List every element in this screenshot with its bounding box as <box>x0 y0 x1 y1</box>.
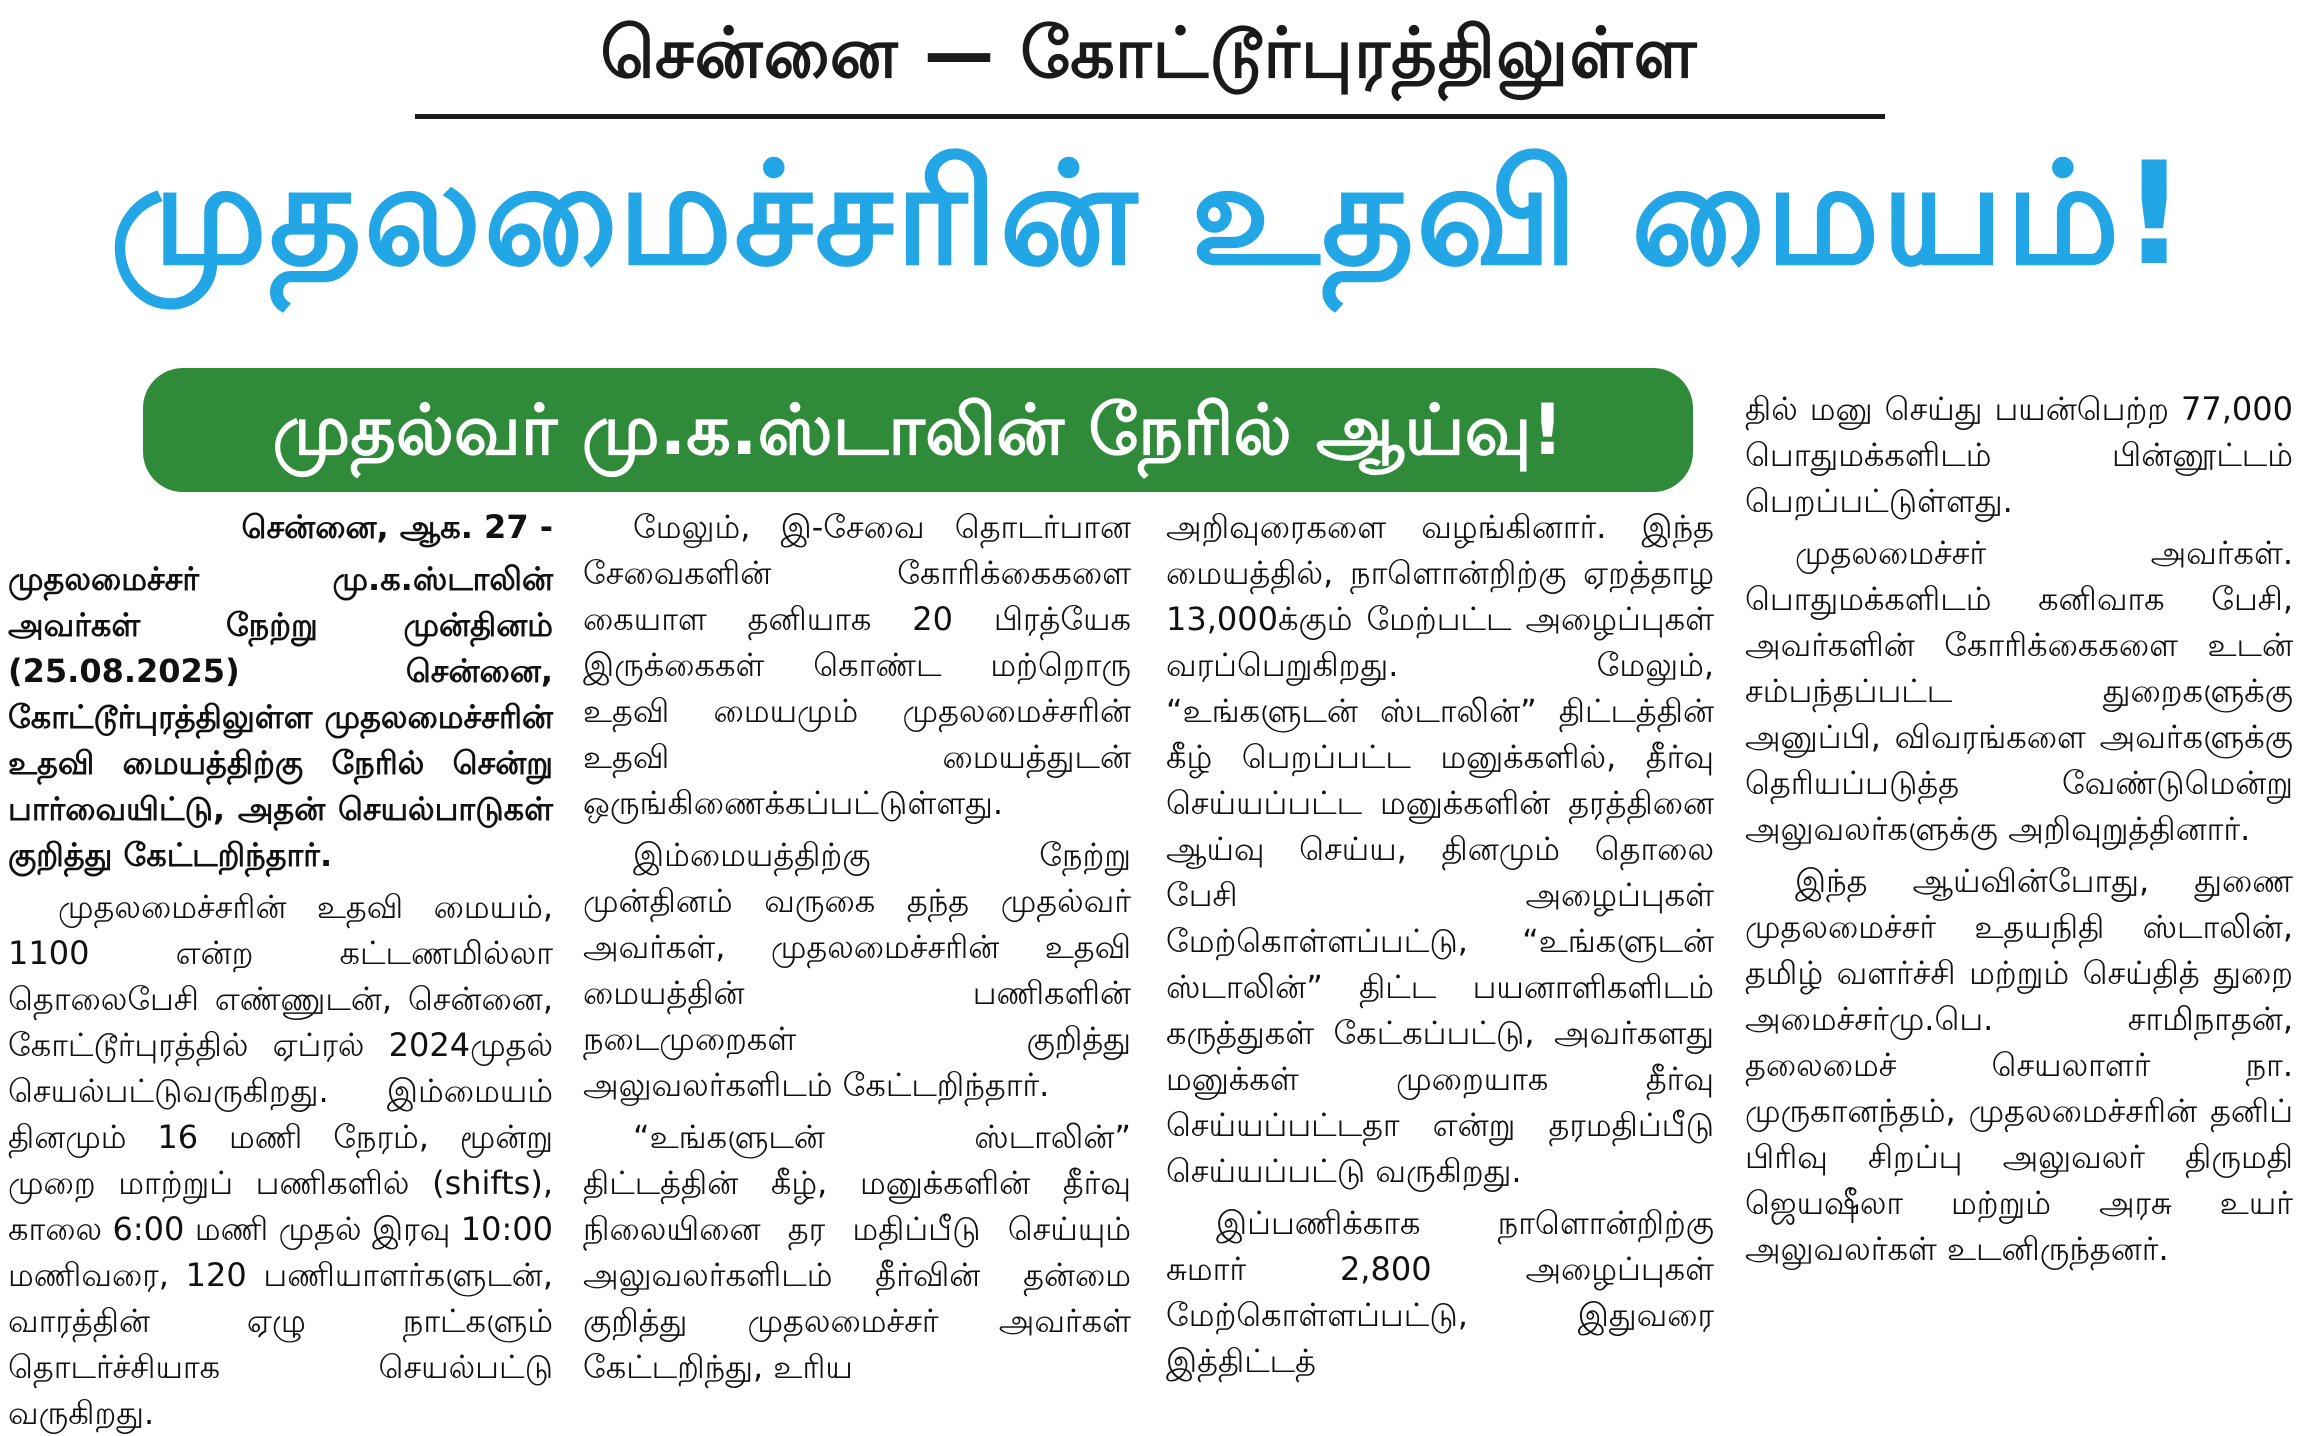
paragraph: முதலமைச்சரின் உதவி மையம், 1100 என்ற கட்டணமில்லா தொலைபேசி எண்ணுடன், சென்னை, கோட்டூர்புரத்தில் ஏப்ரல் 2024முதல் செயல்பட்டுவருகிறது. இம்மையம் தினமும் 16 மணி நேரம், மூன்று முறை மாற்றுப் பணிகளில் (shifts), காலை 6:00 மணி முதல் இரவு 10:00 மணிவரை, 120 பணியாளர்களுடன், வாரத்தின் ஏழு நாட்களும் தொடர்ச்சியாக செயல்பட்டு வருகிறது. <box>8 888 553 1432</box>
paragraph: இந்த ஆய்வின்போது, துணை முதலமைச்சர் உதயநிதி ஸ்டாலின், தமிழ் வளர்ச்சி மற்றும் செய்தித் துறை அமைச்சர்மு.பெ. சாமிநாதன், தலைமைச் செயலாளர் நா. முருகானந்தம், முதலமைச்சரின் தனிப் பிரிவு சிறப்பு அலுவலர் திருமதி ஜெயஷீலா மற்றும் அரசு உயர் அலுவலர்கள் உடனிருந்தனர். <box>1745 862 2293 1268</box>
kicker-heading: சென்னை — கோட்டூர்புரத்திலுள்ள <box>600 12 1698 94</box>
article-column-1 <box>8 504 553 1436</box>
paragraph: முதலமைச்சர் அவர்கள். பொதுமக்களிடம் கனிவாக பேசி, அவர்களின் கோரிக்கைகளை உடன் சம்பந்தப்பட்ட துறைகளுக்கு அனுப்பி, விவரங்களை அவர்களுக்கு தெரியப்படுத்த வேண்டுமென்று அலுவலர்களுக்கு அறிவுறுத்தினார். <box>1745 534 2293 848</box>
article-column-4 <box>1745 386 2293 1272</box>
subheadline-text: முதல்வர் மு.க.ஸ்டாலின் நேரில் ஆய்வு! <box>272 389 1564 471</box>
subheadline-banner <box>143 368 1693 492</box>
main-headline: முதலமைச்சரின் உதவி மையம்! <box>109 132 2189 297</box>
paragraph: “உங்களுடன் ஸ்டாலின்” திட்டத்தின் கீழ், மனுக்களின் தீர்வு நிலையினை தர மதிப்பீடு செய்யும் அலுவலர்களிடம் தீர்வின் தன்மை குறித்து முதலமைச்சர் அவர்கள் கேட்டறிந்து, உரிய <box>583 1118 1131 1386</box>
dateline: சென்னை, ஆக. 27 - <box>241 508 553 546</box>
paragraph: இப்பணிக்காக நாளொன்றிற்கு சுமார் 2,800 அழைப்புகள் மேற்கொள்ளப்பட்டு, இதுவரை இத்திட்டத் <box>1166 1204 1714 1380</box>
article-column-3 <box>1166 504 1714 1384</box>
paragraph: தில் மனு செய்து பயன்பெற்ற 77,000 பொதுமக்களிடம் பின்னூட்டம் பெறப்பட்டுள்ளது. <box>1745 390 2293 520</box>
paragraph: மேலும், இ-சேவை தொடர்பான சேவைகளின் கோரிக்கைகளை கையாள தனியாக 20 பிரத்யேக இருக்கைகள் கொண்ட மற்றொரு உதவி மையமும் முதலமைச்சரின் உதவி மையத்துடன் ஒருங்கிணைக்கப்பட்டுள்ளது. <box>583 508 1131 822</box>
article-column-2 <box>583 504 1131 1390</box>
dateline-paragraph <box>8 504 553 550</box>
paragraph: அறிவுரைகளை வழங்கினார். இந்த மையத்தில், நாளொன்றிற்கு ஏறத்தாழ 13,000க்கும் மேற்பட்ட அழைப்புகள் வரப்பெறுகிறது. மேலும், “உங்களுடன் ஸ்டாலின்” திட்டத்தின் கீழ் பெறப்பட்ட மனுக்களில், தீர்வு செய்யப்பட்ட மனுக்களின் தரத்தினை ஆய்வு செய்ய, தினமும் தொலை பேசி அழைப்புகள் மேற்கொள்ளப்பட்டு, “உங்களுடன் ஸ்டாலின்” திட்ட பயனாளிகளிடம் கருத்துகள் கேட்கப்பட்டு, அவர்களது மனுக்கள் முறையாக தீர்வு செய்யப்பட்டதா என்று தரமதிப்பீடு செய்யப்பட்டு வருகிறது. <box>1166 508 1714 1190</box>
kicker-underline <box>415 114 1885 119</box>
lead-paragraph: முதலமைச்சர் மு.க.ஸ்டாலின் அவர்கள் நேற்று முன்தினம் (25.08.2025) சென்னை, கோட்டூர்புரத்திலுள்ள முதலமைச்சரின் உதவி மையத்திற்கு நேரில் சென்று பார்வையிட்டு, அதன் செயல்பாடுகள் குறித்து கேட்டறிந்தார். <box>8 560 553 874</box>
paragraph: இம்மையத்திற்கு நேற்று முன்தினம் வருகை தந்த முதல்வர் அவர்கள், முதலமைச்சரின் உதவி மையத்தின் பணிகளின் நடைமுறைகள் குறித்து அலுவலர்களிடம் கேட்டறிந்தார். <box>583 836 1131 1104</box>
